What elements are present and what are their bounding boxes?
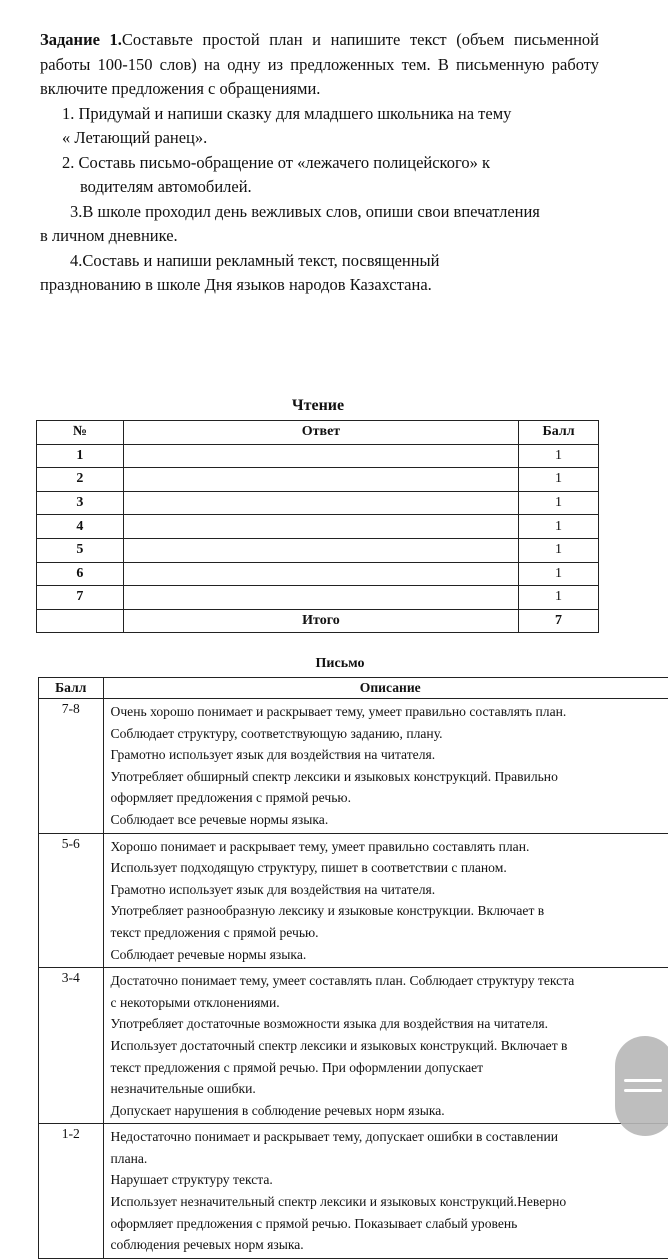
table-row bbox=[37, 586, 599, 610]
table-row bbox=[39, 699, 668, 834]
description-line: оформляет предложения с прямой речью. bbox=[111, 787, 668, 809]
description-line: Недостаточно понимает и раскрывает тему, допускает ошибки в составлении bbox=[111, 1126, 668, 1148]
description-line: Грамотно использует язык для воздействия на читателя. bbox=[111, 744, 668, 766]
writing-table bbox=[38, 677, 668, 1259]
cell-num: 3 bbox=[37, 491, 124, 515]
cell-num: 2 bbox=[37, 468, 124, 492]
table-row bbox=[39, 968, 668, 1124]
score-range: 7-8 bbox=[39, 699, 104, 834]
task-item-3-line-1: 3.В школе проходил день вежливых слов, опиши свои впечатления bbox=[40, 200, 599, 225]
cell-answer bbox=[123, 586, 518, 610]
cell-answer bbox=[123, 515, 518, 539]
table-row bbox=[37, 444, 599, 468]
description bbox=[103, 833, 668, 968]
description-line: плана. bbox=[111, 1148, 668, 1170]
task-heading: Задание 1. bbox=[40, 30, 122, 49]
cell-score: 1 bbox=[519, 515, 599, 539]
cell-score: 1 bbox=[519, 538, 599, 562]
description-line: Употребляет разнообразную лексику и языковые конструкции. Включает в bbox=[111, 900, 668, 922]
task-item-1-line-1: 1. Придумай и напиши сказку для младшего школьника на тему bbox=[40, 102, 599, 127]
cell-num: 5 bbox=[37, 538, 124, 562]
writing-title: Письмо bbox=[40, 656, 640, 672]
column-header-score: Балл bbox=[519, 421, 599, 445]
description-line: текст предложения с прямой речью. bbox=[111, 922, 668, 944]
table-row bbox=[39, 1124, 668, 1259]
description-line: Нарушает структуру текста. bbox=[111, 1169, 668, 1191]
description-line: Грамотно использует язык для воздействия на читателя. bbox=[111, 879, 668, 901]
description bbox=[103, 699, 668, 834]
task-item-2-line-1: 2. Составь письмо-обращение от «лежачего полицейского» к bbox=[40, 151, 599, 176]
cell-empty bbox=[37, 609, 124, 633]
description-line: с некоторыми отклонениями. bbox=[111, 992, 668, 1014]
score-range: 3-4 bbox=[39, 968, 104, 1124]
table-row bbox=[37, 491, 599, 515]
description bbox=[103, 1124, 668, 1259]
total-score: 7 bbox=[519, 609, 599, 633]
total-row bbox=[37, 609, 599, 633]
cell-answer bbox=[123, 444, 518, 468]
cell-score: 1 bbox=[519, 468, 599, 492]
column-header-number: № bbox=[37, 421, 124, 445]
task-item-1-line-2: « Летающий ранец». bbox=[40, 126, 599, 151]
cell-num: 7 bbox=[37, 586, 124, 610]
reading-table bbox=[36, 420, 599, 633]
description-line: Использует незначительный спектр лексики и языковых конструкций.Неверно bbox=[111, 1191, 668, 1213]
description-line: незначительные ошибки. bbox=[111, 1078, 668, 1100]
writing-header-row bbox=[39, 678, 668, 699]
task-intro-text: Составьте простой план и напишите текст (объем письменной работы 100-150 слов) на одну из предложенных тем. В письменную работу включите предложения с обращениями. bbox=[40, 30, 599, 98]
column-header-answer: Ответ bbox=[123, 421, 518, 445]
menu-icon-line bbox=[624, 1089, 662, 1092]
description-line: Соблюдает все речевые нормы языка. bbox=[111, 809, 668, 831]
description-line: Хорошо понимает и раскрывает тему, умеет правильно составлять план. bbox=[111, 836, 668, 858]
task-intro bbox=[40, 28, 599, 102]
description-line: Употребляет обширный спектр лексики и языковых конструкций. Правильно bbox=[111, 766, 668, 788]
description-line: Допускает нарушения в соблюдение речевых норм языка. bbox=[111, 1100, 668, 1122]
description-line: текст предложения с прямой речью. При оформлении допускает bbox=[111, 1057, 668, 1079]
cell-score: 1 bbox=[519, 562, 599, 586]
cell-answer bbox=[123, 562, 518, 586]
cell-num: 1 bbox=[37, 444, 124, 468]
description bbox=[103, 968, 668, 1124]
description-line: Очень хорошо понимает и раскрывает тему, умеет правильно составлять план. bbox=[111, 701, 668, 723]
description-line: Использует достаточный спектр лексики и языковых конструкций. Включает в bbox=[111, 1035, 668, 1057]
cell-score: 1 bbox=[519, 586, 599, 610]
cell-score: 1 bbox=[519, 491, 599, 515]
reading-header-row bbox=[37, 421, 599, 445]
cell-answer bbox=[123, 491, 518, 515]
task-item-2-line-2: водителям автомобилей. bbox=[40, 175, 599, 200]
reading-title: Чтение bbox=[37, 397, 599, 415]
score-range: 1-2 bbox=[39, 1124, 104, 1259]
description-line: Соблюдает речевые нормы языка. bbox=[111, 944, 668, 966]
table-row bbox=[37, 515, 599, 539]
table-row bbox=[37, 562, 599, 586]
cell-answer bbox=[123, 538, 518, 562]
column-header-score: Балл bbox=[39, 678, 104, 699]
task-item-4-line-1: 4.Составь и напиши рекламный текст, посвященный bbox=[40, 249, 599, 274]
description-line: Использует подходящую структуру, пишет в соответствии с планом. bbox=[111, 857, 668, 879]
description-line: Достаточно понимает тему, умеет составлять план. Соблюдает структуру текста bbox=[111, 970, 668, 992]
description-line: соблюдения речевых норм языка. bbox=[111, 1234, 668, 1256]
description-line: Соблюдает структуру, соответствующую заданию, плану. bbox=[111, 723, 668, 745]
cell-score: 1 bbox=[519, 444, 599, 468]
cell-num: 6 bbox=[37, 562, 124, 586]
task-item-3-line-2: в личном дневнике. bbox=[40, 224, 599, 249]
table-row bbox=[39, 833, 668, 968]
column-header-description: Описание bbox=[103, 678, 668, 699]
table-row bbox=[37, 538, 599, 562]
score-range: 5-6 bbox=[39, 833, 104, 968]
description-line: оформляет предложения с прямой речью. Показывает слабый уровень bbox=[111, 1213, 668, 1235]
cell-answer bbox=[123, 468, 518, 492]
menu-icon-line bbox=[624, 1079, 662, 1082]
task-text bbox=[40, 28, 599, 298]
total-label: Итого bbox=[123, 609, 518, 633]
table-row bbox=[37, 468, 599, 492]
cell-num: 4 bbox=[37, 515, 124, 539]
description-line: Употребляет достаточные возможности языка для воздействия на читателя. bbox=[111, 1013, 668, 1035]
task-item-4-line-2: празднованию в школе Дня языков народов Казахстана. bbox=[40, 273, 599, 298]
scroll-menu-button[interactable] bbox=[615, 1036, 668, 1136]
